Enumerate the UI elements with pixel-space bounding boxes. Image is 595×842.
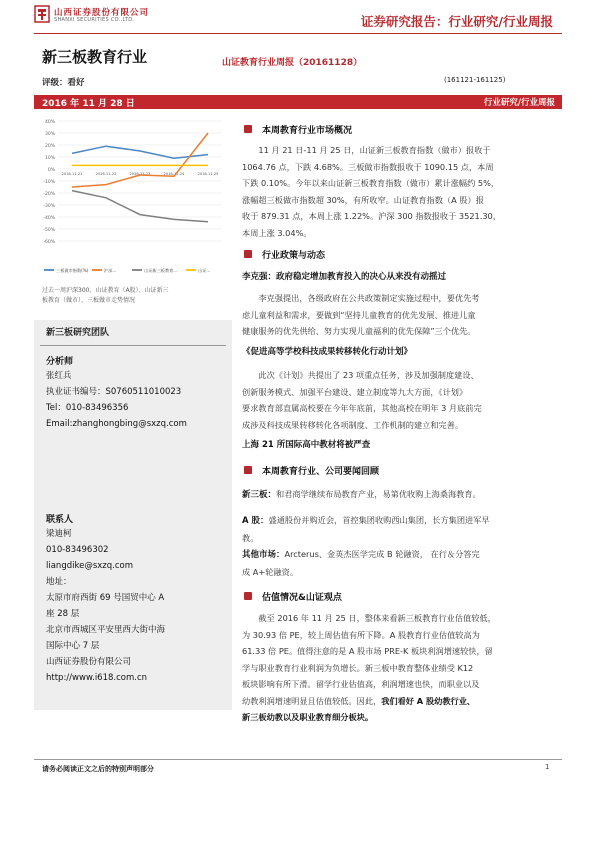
policy-text-1-line: 李克强提出，各级政府在公共政策制定实施过程中，要优先考	[258, 293, 480, 303]
news-text-neeq: 和君商学继续布局教育产业，易第优收购上海桑海教育。	[276, 489, 481, 499]
legend-label: 山证新三板教育...	[144, 268, 178, 273]
valuation-line: 61.33 倍 PE。值得注意的是 A 股市场 PRE-K 板块利润增速较快，留	[242, 646, 493, 656]
valuation-conclusion-2: 新三板幼教以及职业教育细分板块。	[242, 712, 374, 722]
y-tick-label: 10%	[44, 156, 55, 161]
chart-caption	[42, 286, 228, 306]
panel-divider	[40, 345, 226, 346]
market-overview-line: 收于 879.31 点，本周上涨 1.22%。沪深 300 指数报收于 3521.30，	[242, 211, 501, 221]
news-label-neeq: 新三板：	[242, 490, 277, 500]
policy-text-2-line: 创新服务模式、加强平台建设、建立制度等九大方面，《计划》	[242, 386, 468, 397]
valuation-line: 截至 2016 年 11 月 25 日，整体来看新三板教育行业估值较低，	[258, 613, 496, 623]
legend-label: 三板做市指数(%)	[56, 268, 89, 273]
valuation-text	[242, 610, 554, 726]
policy-text-2-line: 要求教育部直属高校要在今年年底前，其他高校在明年 3 月底前完	[242, 403, 482, 413]
news-label-ashare: A 股：	[242, 516, 269, 526]
market-overview-line: 本周上涨 3.04%。	[242, 227, 312, 238]
x-tick-label: 2016-11-21	[61, 172, 83, 176]
market-overview-line: 1064.76 点，下跌 4.68%。三板做市指数报收于 1090.15 点，本周	[242, 161, 494, 172]
analyst-cert: 执业证书编号：S0760511010023	[46, 387, 182, 397]
page-number: 1	[545, 763, 550, 771]
y-tick-label: -30%	[43, 204, 55, 209]
y-tick-label: -50%	[43, 228, 55, 233]
team-title: 新三板研究团队	[46, 328, 110, 338]
valuation-line: 板块影响有所下滑。留学行业估值高，利润增速也快，而职业以及	[242, 679, 480, 689]
section-policy-title: 行业政策与动态	[262, 251, 326, 261]
weekly-title: 山证教育行业周报（20161128）	[222, 58, 363, 68]
x-tick-label: 2016-11-22	[95, 172, 117, 176]
analyst-label: 分析师	[46, 357, 74, 367]
policy-text-1-line: 健康服务的优先供给、努力实现儿童福利的优先保障”三个优先。	[242, 326, 476, 336]
x-tick-label: 2016-11-25	[197, 172, 219, 176]
news-text-other-2: 成 A+轮融资。	[242, 566, 299, 577]
company-website[interactable]: http://www.i618.com.cn	[46, 673, 148, 683]
rating: 评级：看好	[42, 78, 85, 88]
policy-headline-1: 李克强：政府稳定增加教育投入的决心从来没有动摇过	[242, 272, 447, 282]
address-beijing-2: 国际中心 7 层	[46, 641, 100, 651]
x-tick-label: 2016-11-23	[129, 172, 151, 176]
policy-text-1	[242, 290, 554, 340]
section-valuation-title: 估值情况&山证观点	[262, 593, 342, 603]
section-bullet-icon	[244, 125, 252, 133]
valuation-line: 为 30.93 倍 PE，较上周估值有所下降。A 股教育行业估值较高为	[242, 629, 480, 640]
policy-text-2-line: 成涉及科技成果转移转化各项制度、工作机制的建立和完善。	[242, 419, 464, 430]
analyst-tel: Tel：010-83496356	[46, 403, 129, 413]
section-bullet-icon	[244, 466, 252, 474]
header-divider	[34, 33, 562, 34]
section-news-title: 本周教育行业、公司要闻回顾	[262, 467, 380, 477]
disclaimer-note: 请务必阅读正文之后的特别声明部分	[42, 765, 154, 773]
news-item-neeq	[242, 486, 554, 504]
legend-label: 山证...	[198, 268, 211, 273]
address-taiyuan-1: 太原市府西街 69 号国贸中心 A	[46, 593, 165, 603]
news-item-ashare	[242, 512, 554, 546]
chart-caption-line-1: 过去一周沪深300、山证教育（A股）、山证新三	[42, 287, 169, 294]
y-tick-label: -40%	[43, 216, 55, 221]
market-overview-line: 下跌 0.10%。今年以来山证新三板教育指数（做市）累计涨幅约 5%，	[242, 178, 500, 188]
company-name-cn: 山西证券股份有限公司	[54, 8, 150, 18]
news-label-other: 其他市场：	[242, 550, 285, 560]
section-market-overview-title: 本周教育行业市场概况	[262, 126, 353, 136]
x-tick-label: 2016-11-24	[163, 172, 185, 176]
policy-headline-2: 《促进高等学校科技成果转移转化行动计划》	[242, 347, 413, 357]
section-bullet-icon	[244, 250, 252, 258]
report-type: 证券研究报告：行业研究/行业周报	[360, 14, 553, 29]
market-overview-line: 涨幅超三板做市指数超 30%，有所收窄。山证教育指数（A 股）报	[242, 194, 484, 205]
legend-label: 沪深...	[104, 268, 117, 273]
address-label: 地址：	[46, 577, 72, 587]
market-overview-line: 11 月 21 日-11 月 25 日，山证新三板教育指数（做市）报收于	[258, 145, 491, 155]
company-name: 山西证券股份有限公司	[46, 657, 132, 667]
chart-caption-line-2: 板教育（做市）、三板做市走势情况	[42, 297, 136, 304]
analyst-email[interactable]: Email:zhanghongbing@sxzq.com	[46, 419, 187, 429]
y-tick-label: 30%	[44, 132, 55, 137]
policy-text-1-line: 虑儿童利益和需求，要做到“坚持儿童教育的优先发展、推进儿童	[242, 309, 476, 320]
contact-email[interactable]: liangdike@sxzq.com	[46, 561, 133, 571]
sector-title: 新三板教育行业	[42, 48, 148, 66]
contact-name: 梁迪柯	[46, 529, 72, 539]
address-taiyuan-2: 座 28 层	[46, 609, 80, 619]
company-name-en: SHANXI SECURITIES CO.,LTD.	[54, 17, 135, 23]
news-text-other: Arcterus、金英杰医学完成 B 轮融资， 在行＆分答完	[284, 549, 480, 559]
report-date: 2016 年 11 月 28 日	[42, 99, 135, 109]
news-text-ashare-2: 教。	[242, 532, 259, 543]
news-item-other	[242, 546, 554, 580]
report-tag: 行业研究/行业周报	[483, 98, 555, 108]
y-tick-label: 20%	[44, 144, 55, 149]
policy-headline-3: 上海 21 所国际高中教材将被严查	[242, 440, 371, 450]
index-line-chart	[36, 115, 228, 283]
valuation-line: 学与职业教育行业利润为负增长。新三板中教育整体业绩受 K12	[242, 662, 474, 673]
series-line	[72, 146, 208, 158]
news-text-ashare: 盛通股份并购近会，首控集团收购西山集团，长方集团进军早	[268, 515, 490, 525]
y-tick-label: -10%	[43, 180, 55, 185]
market-overview-text	[242, 142, 554, 241]
section-bullet-icon	[244, 592, 252, 600]
policy-text-2-line: 此次《计划》共提出了 23 项重点任务，涉及加强制度建设、	[258, 370, 479, 380]
address-beijing-1: 北京市西城区平安里西大街中海	[46, 625, 166, 635]
contact-tel: 010-83496302	[46, 545, 109, 555]
valuation-line: 幼教利润增速明显且估值较低。因此，我们看好 A 股幼教行业、	[242, 695, 476, 706]
valuation-conclusion-1: 我们看好 A 股幼教行业、	[381, 695, 476, 706]
date-range: (161121-161125)	[444, 76, 506, 84]
company-logo-icon	[34, 5, 50, 23]
y-tick-label: -60%	[43, 240, 55, 245]
y-tick-label: -20%	[43, 192, 55, 197]
footer-divider	[34, 759, 562, 760]
policy-text-2	[242, 367, 554, 433]
contact-label: 联系人	[46, 515, 74, 525]
y-tick-label: 0%	[47, 168, 55, 173]
series-line	[72, 133, 208, 187]
analyst-name: 张红兵	[46, 371, 72, 381]
y-tick-label: 40%	[44, 120, 55, 125]
